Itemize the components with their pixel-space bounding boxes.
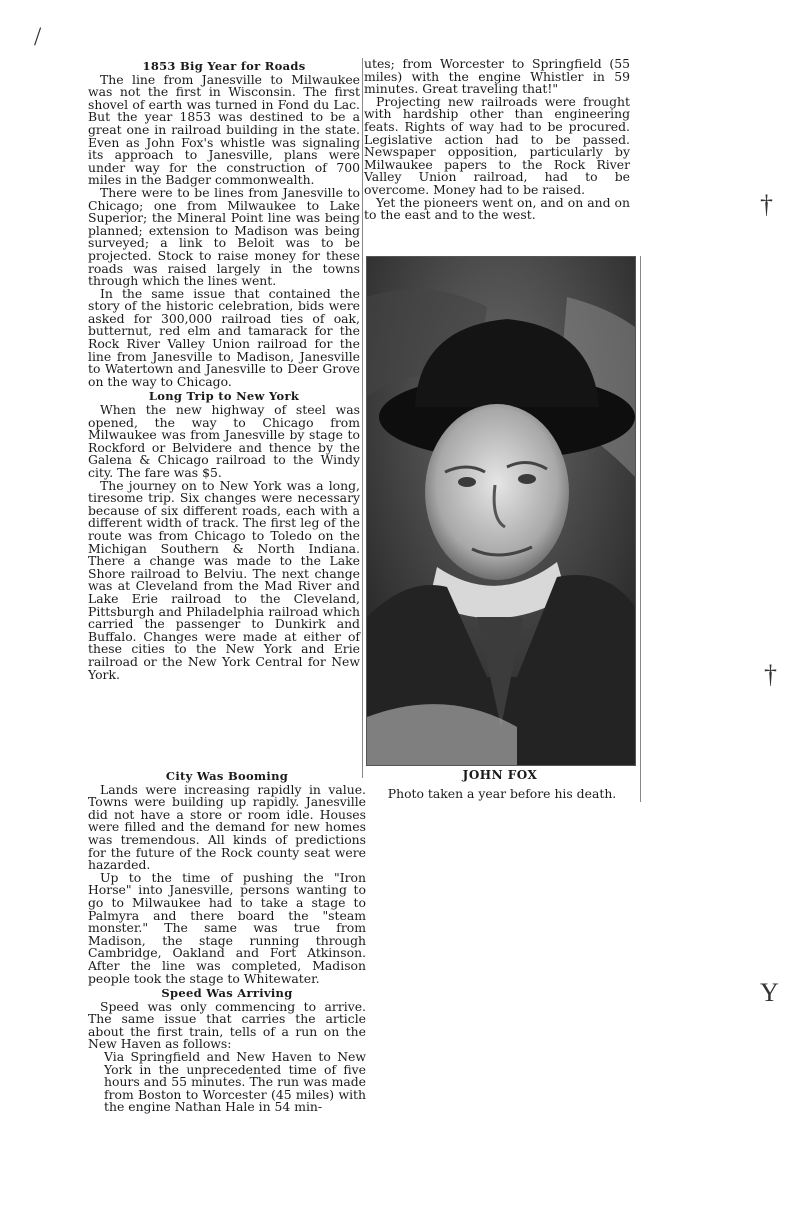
john-fox-photo <box>366 256 636 766</box>
photo-rule <box>640 256 641 802</box>
heading-long-trip: Long Trip to New York <box>148 389 300 404</box>
left-column-lower <box>88 768 366 1114</box>
paragraph: Speed was only commencing to arrive. The same issue that carries the article about the first train, tells of a run on the New Haven as follows: <box>88 998 366 1052</box>
margin-mark-right-2: † <box>764 660 777 689</box>
margin-mark-top-left: / <box>34 22 42 51</box>
column-rule <box>362 58 363 778</box>
paragraph: When the new highway of steel was opened, the way to Chicago from Milwaukee was from Janesville by stage to Rockford or Belvidere and thence by the Galena & Chicago railroad to the Windy city. The fare was $5. <box>88 402 360 480</box>
paragraph: The journey on to New York was a long, tiresome trip. Six changes were necessary because of six different roads, each with a different width of track. The first leg of the route was from Chicago to Toledo on the Michigan Southern & North Indiana. There a change was made to the Lake Shore railroad to Belviu. The next change was at Cleveland from the Mad River and Lake Erie railroad to the Cleveland, Pittsburgh and Philadelphia railroad which carried the passenger to Dunkirk and Buffalo. Changes were made at either of these cities to the New York and Erie railroad or the New York Central for New York. <box>88 477 360 682</box>
margin-mark-right-1: † <box>760 190 773 219</box>
paragraph: Projecting new railroads were frought with hardship other than engineering feats. Rights of way had to be procured. Legislative action had to be passed. Newspaper opposition, particularly by Milwaukee papers to the Rock River Valley Union railroad, had to be overcome. Money had to be raised. <box>364 93 630 197</box>
paragraph: There were to be lines from Janesville to Chicago; one from Milwaukee to Lake Superior; the Mineral Point line was being planned; extension to Madison was being surveyed; a link to Beloit was to be projected. Stock to raise money for these roads was raised largely in the towns through which the lines went. <box>88 184 360 289</box>
heading-city-booming: City Was Booming <box>165 769 289 783</box>
paragraph: The line from Janesville to Milwaukee was not the first in Wisconsin. The first shovel of earth was turned in Fond du Lac. But the year 1853 was destined to be a great one in railroad building in the state. Even as John Fox's whistle was signaling its approach to Janesville, plans were under way for the construction of 700 miles in the Badger commonwealth. <box>88 71 360 188</box>
paragraph: Yet the pioneers went on, and on and on to the east and to the west. <box>364 194 630 223</box>
eye <box>458 477 476 487</box>
heading-1853-big-year: 1853 Big Year for Roads <box>142 59 306 73</box>
paragraph: In the same issue that contained the story of the historic celebration, bids were asked for 300,000 railroad ties of oak, butternut, red elm and tamarack for the Rock River Valley Union railroad for the line from Janesville to Madison, Janesville to Watertown and Janesville to Deer Grove on the way to Chicago. <box>88 285 360 389</box>
heading-speed-arriving: Speed Was Arriving <box>161 986 293 1001</box>
photo-caption-text: Photo taken a year before his death. <box>387 786 617 801</box>
paragraph: Lands were increasing rapidly in value. Towns were building up rapidly. Janesville did not have a store or room idle. Houses were filled and the demand for new homes was tremendous. All kinds of predictions for the future of the Rock county seat were hazarded. <box>88 781 366 873</box>
paragraph: Up to the time of pushing the "Iron Horse" into Janesville, persons wanting to go to Milwaukee had to take a stage to Palmyra and there board the "steam monster." The same was true from Madison, the stage running through Cambridge, Oakland and Fort Atkinson. After the line was completed, Madison people took the stage to Whitewater. <box>88 869 366 986</box>
left-column <box>88 58 360 681</box>
right-column <box>364 58 630 222</box>
quote-continued: utes; from Worcester to Springfield (55 miles) with the engine Whistler in 59 minutes. Great traveling that!" <box>364 56 630 97</box>
margin-mark-right-3: Y <box>760 978 779 1007</box>
portrait-illustration <box>367 257 635 765</box>
photo-caption-name: JOHN FOX <box>462 768 538 782</box>
eye <box>518 474 536 484</box>
quote-new-haven-run: Via Springfield and New Haven to New York in the unprecedented time of five hours and 55 minutes. The run was made from Boston to Worcester (45 miles) with the engine Nathan Hale in 54 min- <box>104 1049 366 1115</box>
